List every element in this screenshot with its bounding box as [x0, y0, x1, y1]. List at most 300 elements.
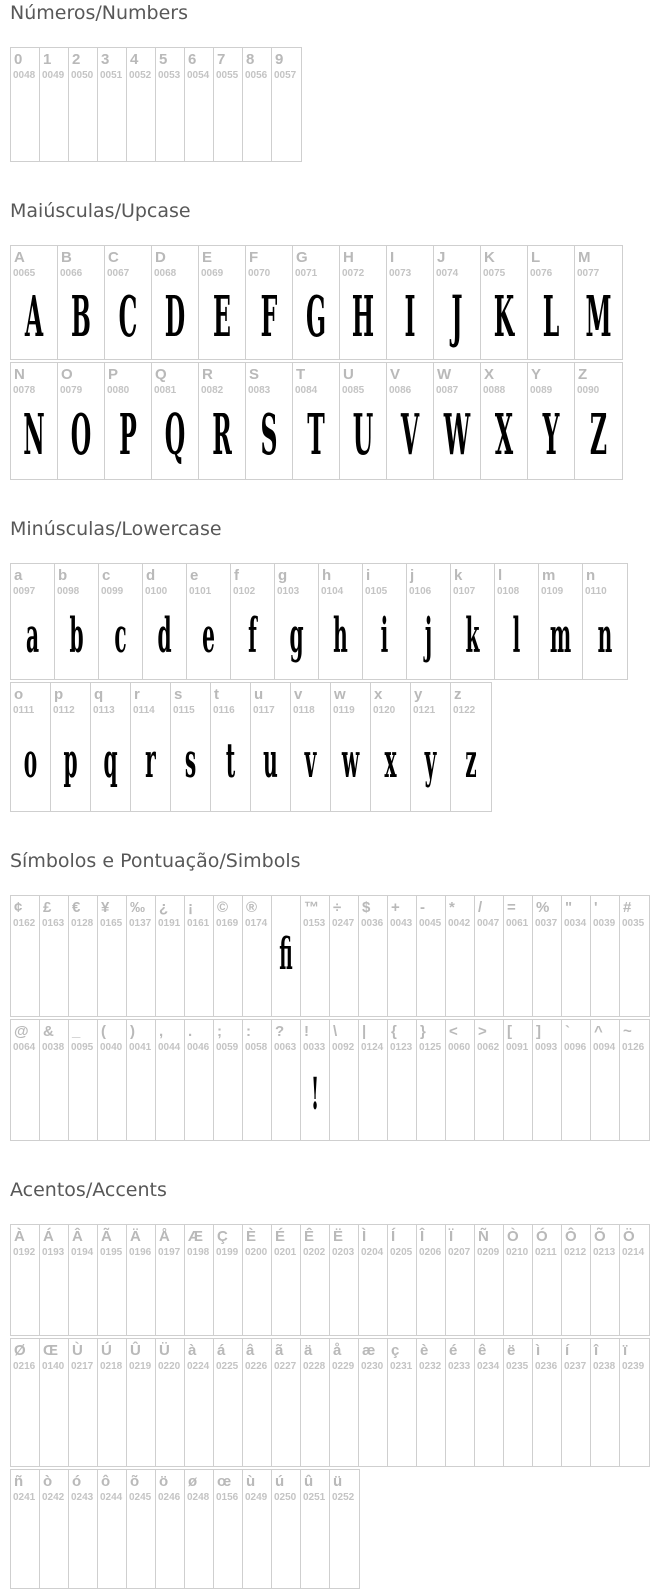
cell-glyph: [48, 1054, 60, 1140]
cell-char-label: Ù: [72, 1342, 83, 1359]
cell-glyph: w: [341, 733, 360, 789]
cell-unicode-code: 0110: [585, 586, 607, 597]
cell-char-label: G: [296, 249, 308, 266]
cell-char-label: ù: [246, 1473, 256, 1490]
cell-unicode-code: 0051: [100, 70, 123, 81]
cell-glyph: r: [145, 733, 156, 789]
cell-glyph: [309, 1259, 321, 1335]
cell-unicode-code: 0209: [477, 1247, 500, 1258]
char-cell: [156, 1470, 185, 1588]
section-numbers: [10, 2, 661, 162]
cell-unicode-code: 0053: [158, 70, 181, 81]
cell-glyph: [251, 1054, 263, 1140]
char-cell: [363, 564, 407, 679]
cell-char-label: æ: [362, 1342, 376, 1359]
cell-char-label: ï: [623, 1342, 628, 1359]
cell-glyph: [367, 1054, 379, 1140]
cell-unicode-code: 0092: [332, 1042, 355, 1053]
char-cell: [495, 564, 539, 679]
char-cell: [98, 48, 127, 161]
cell-char-label: 3: [101, 51, 110, 68]
section-accents: [10, 1179, 661, 1589]
glyph-row: [10, 1224, 650, 1336]
char-cell: [243, 1225, 272, 1335]
cell-glyph: [164, 1259, 176, 1335]
char-cell: [171, 683, 211, 811]
cell-unicode-code: 0072: [342, 268, 365, 279]
cell-char-label: Ä: [130, 1228, 141, 1245]
char-cell: [185, 48, 214, 161]
char-cell: [231, 564, 275, 679]
char-cell: [105, 246, 152, 359]
cell-glyph: [48, 930, 60, 1016]
char-cell: [91, 683, 131, 811]
cell-unicode-code: 0038: [42, 1042, 65, 1053]
char-cell: [475, 1339, 504, 1466]
cell-unicode-code: 0079: [60, 385, 83, 396]
char-cell: [98, 1470, 127, 1588]
cell-glyph: [106, 1259, 118, 1335]
cell-char-label: -: [420, 899, 425, 916]
cell-unicode-code: 0058: [245, 1042, 268, 1053]
char-cell: [417, 896, 446, 1016]
cell-char-label: ø: [188, 1473, 198, 1490]
cell-char-label: ‰: [130, 899, 145, 916]
cell-char-label: ¢: [14, 899, 23, 916]
char-cell: [475, 1020, 504, 1140]
cell-glyph: h: [333, 607, 348, 664]
cell-char-label: $: [362, 899, 371, 916]
char-cell: [359, 1339, 388, 1466]
cell-glyph: B: [71, 283, 91, 350]
cell-char-label: *: [449, 899, 455, 916]
glyph-row: [10, 682, 492, 812]
cell-char-label: =: [507, 899, 516, 916]
cell-char-label: 2: [72, 51, 81, 68]
cell-unicode-code: 0192: [13, 1247, 36, 1258]
cell-unicode-code: 0124: [361, 1042, 384, 1053]
char-cell: [11, 1470, 40, 1588]
cell-unicode-code: 0043: [390, 918, 413, 929]
char-cell: [127, 1020, 156, 1140]
cell-char-label: >: [478, 1023, 487, 1040]
cell-glyph: [280, 1504, 292, 1588]
cell-unicode-code: 0162: [13, 918, 36, 929]
cell-char-label: X: [484, 366, 495, 383]
cell-glyph: H: [351, 283, 375, 350]
cell-glyph: [512, 1054, 524, 1140]
cell-glyph: [338, 1373, 350, 1466]
char-cell: [301, 896, 330, 1016]
cell-char-label: ¥: [101, 899, 110, 916]
cell-glyph: v: [304, 733, 317, 789]
cell-char-label: P: [108, 366, 119, 383]
char-cell: [272, 1020, 301, 1140]
cell-glyph: [164, 1054, 176, 1140]
char-cell: [214, 1020, 243, 1140]
char-cell: [185, 1225, 214, 1335]
cell-unicode-code: 0046: [187, 1042, 210, 1053]
section-upcase: [10, 200, 661, 480]
cell-char-label: _: [72, 1023, 81, 1040]
char-cell: [446, 1339, 475, 1466]
cell-unicode-code: 0207: [448, 1247, 471, 1258]
char-cell: [211, 683, 251, 811]
cell-glyph: [77, 930, 89, 1016]
char-cell: [539, 564, 583, 679]
glyph-row: [10, 1469, 360, 1589]
char-cell: [533, 1225, 562, 1335]
cell-char-label: ™: [304, 899, 319, 916]
cell-char-label: Ó: [536, 1228, 548, 1245]
char-cell: [301, 1470, 330, 1588]
cell-unicode-code: 0121: [413, 705, 436, 716]
cell-unicode-code: 0065: [13, 268, 36, 279]
cell-char-label: H: [343, 249, 354, 266]
cell-unicode-code: 0212: [564, 1247, 587, 1258]
cell-char-label: E: [202, 249, 213, 266]
section-title: Maiúsculas/Upcase: [10, 200, 191, 222]
cell-char-label: @: [14, 1023, 29, 1040]
cell-unicode-code: 0218: [100, 1361, 123, 1372]
cell-unicode-code: 0034: [564, 918, 587, 929]
cell-unicode-code: 0230: [361, 1361, 384, 1372]
cell-glyph: [570, 1373, 582, 1466]
char-cell: [446, 896, 475, 1016]
cell-unicode-code: 0113: [93, 705, 115, 716]
char-cell: [11, 1225, 40, 1335]
cell-char-label: `: [565, 1023, 570, 1040]
cell-glyph: [599, 1373, 611, 1466]
cell-unicode-code: 0080: [107, 385, 130, 396]
glyph-row: [10, 47, 302, 162]
cell-char-label: }: [420, 1023, 426, 1040]
char-cell: [583, 564, 627, 679]
cell-char-label: f: [234, 567, 239, 584]
char-cell: [293, 363, 340, 479]
char-cell: [575, 246, 622, 359]
cell-unicode-code: 0216: [13, 1361, 36, 1372]
char-cell: [246, 246, 293, 359]
cell-unicode-code: 0195: [100, 1247, 123, 1258]
cell-unicode-code: 0244: [100, 1492, 123, 1503]
char-cell: [243, 1470, 272, 1588]
cell-unicode-code: 0200: [245, 1247, 268, 1258]
cell-glyph: g: [289, 607, 304, 664]
cell-char-label: Z: [578, 366, 588, 383]
cell-glyph: [106, 1504, 118, 1588]
cell-unicode-code: 0161: [187, 918, 210, 929]
char-cell: [272, 1470, 301, 1588]
cell-char-label: ;: [217, 1023, 222, 1040]
cell-glyph: [454, 1259, 466, 1335]
cell-char-label: ©: [217, 899, 229, 916]
cell-char-label: R: [202, 366, 213, 383]
cell-char-label: â: [246, 1342, 255, 1359]
cell-unicode-code: 0060: [448, 1042, 471, 1053]
cell-glyph: [19, 1504, 31, 1588]
cell-unicode-code: 0052: [129, 70, 152, 81]
cell-char-label: ): [130, 1023, 135, 1040]
char-cell: [407, 564, 451, 679]
cell-glyph: [367, 930, 379, 1016]
char-cell: [434, 363, 481, 479]
cell-char-label: K: [484, 249, 495, 266]
char-cell: [272, 896, 301, 1016]
cell-char-label: Ã: [101, 1228, 112, 1245]
char-cell: [504, 1020, 533, 1140]
char-cell: [293, 246, 340, 359]
cell-char-label: Ï: [449, 1228, 454, 1245]
cell-char-label: /: [478, 899, 483, 916]
cell-char-label: m: [542, 567, 556, 584]
cell-unicode-code: 0225: [216, 1361, 239, 1372]
cell-glyph: [454, 1373, 466, 1466]
cell-glyph: j: [424, 607, 433, 664]
cell-char-label: Y: [531, 366, 542, 383]
cell-unicode-code: 0074: [436, 268, 459, 279]
cell-char-label: Á: [43, 1228, 54, 1245]
cell-glyph: [77, 82, 89, 161]
cell-glyph: [106, 1054, 118, 1140]
char-cell: [40, 48, 69, 161]
cell-char-label: w: [334, 686, 346, 703]
char-cell: [533, 1020, 562, 1140]
cell-char-label: L: [531, 249, 541, 266]
char-cell: [371, 683, 411, 811]
char-cell: [330, 1225, 359, 1335]
char-cell: [359, 896, 388, 1016]
char-cell: [451, 683, 491, 811]
cell-char-label: J: [437, 249, 446, 266]
cell-unicode-code: 0116: [213, 705, 235, 716]
cell-glyph: [599, 1259, 611, 1335]
cell-unicode-code: 0104: [321, 586, 344, 597]
cell-glyph: [280, 82, 292, 161]
cell-unicode-code: 0243: [71, 1492, 94, 1503]
cell-glyph: E: [213, 283, 231, 350]
cell-unicode-code: 0100: [145, 586, 168, 597]
cell-glyph: !: [310, 1068, 320, 1120]
char-cell: [533, 1339, 562, 1466]
char-cell: [340, 246, 387, 359]
cell-glyph: l: [512, 607, 521, 664]
cell-char-label: a: [14, 567, 23, 584]
cell-glyph: [193, 82, 205, 161]
cell-unicode-code: 0077: [577, 268, 600, 279]
cell-glyph: n: [597, 607, 613, 664]
cell-unicode-code: 0082: [201, 385, 224, 396]
char-cell: [251, 683, 291, 811]
cell-glyph: [512, 930, 524, 1016]
cell-unicode-code: 0069: [201, 268, 224, 279]
char-cell: [199, 246, 246, 359]
char-cell: [417, 1339, 446, 1466]
cell-glyph: [454, 1054, 466, 1140]
cell-unicode-code: 0233: [448, 1361, 471, 1372]
cell-glyph: y: [424, 733, 437, 789]
cell-glyph: i: [380, 607, 389, 664]
cell-char-label: k: [454, 567, 463, 584]
char-cell: [359, 1020, 388, 1140]
cell-glyph: p: [63, 733, 78, 789]
cell-glyph: [425, 1373, 437, 1466]
cell-char-label: á: [217, 1342, 226, 1359]
char-cell: [185, 1339, 214, 1466]
cell-glyph: m: [549, 607, 572, 664]
cell-glyph: [135, 82, 147, 161]
cell-unicode-code: 0118: [293, 705, 315, 716]
cell-unicode-code: 0057: [274, 70, 297, 81]
cell-unicode-code: 0050: [71, 70, 94, 81]
cell-char-label: V: [390, 366, 401, 383]
cell-unicode-code: 0224: [187, 1361, 210, 1372]
char-cell: [301, 1225, 330, 1335]
cell-glyph: F: [260, 283, 278, 350]
cell-glyph: [19, 1259, 31, 1335]
cell-glyph: [599, 930, 611, 1016]
char-cell: [69, 1339, 98, 1466]
char-cell: [185, 1020, 214, 1140]
cell-unicode-code: 0211: [535, 1247, 557, 1258]
cell-char-label: v: [294, 686, 303, 703]
cell-unicode-code: 0084: [295, 385, 318, 396]
char-cell: [475, 896, 504, 1016]
cell-glyph: [280, 1259, 292, 1335]
char-cell: [359, 1225, 388, 1335]
cell-char-label: Û: [130, 1342, 141, 1359]
cell-char-label: ~: [623, 1023, 632, 1040]
cell-glyph: [164, 930, 176, 1016]
cell-char-label: ®: [246, 899, 258, 916]
cell-glyph: [222, 82, 234, 161]
cell-unicode-code: 0249: [245, 1492, 268, 1503]
cell-glyph: S: [260, 402, 278, 468]
cell-glyph: [280, 1373, 292, 1466]
cell-glyph: [338, 1504, 350, 1588]
cell-glyph: K: [493, 283, 515, 350]
cell-char-label: .: [188, 1023, 193, 1040]
char-cell: [301, 1339, 330, 1466]
cell-unicode-code: 0108: [497, 586, 520, 597]
char-cell: [243, 48, 272, 161]
section-symbols: [10, 850, 661, 1141]
cell-char-label: D: [155, 249, 166, 266]
cell-unicode-code: 0169: [216, 918, 239, 929]
char-cell: [591, 896, 620, 1016]
cell-unicode-code: 0112: [53, 705, 75, 716]
char-cell: [55, 564, 99, 679]
cell-unicode-code: 0037: [535, 918, 558, 929]
cell-char-label: ä: [304, 1342, 313, 1359]
cell-char-label: 6: [188, 51, 197, 68]
cell-glyph: a: [25, 607, 40, 664]
cell-unicode-code: 0062: [477, 1042, 500, 1053]
cell-glyph: u: [263, 733, 278, 789]
cell-unicode-code: 0101: [189, 586, 212, 597]
char-cell: [620, 896, 649, 1016]
cell-char-label: :: [246, 1023, 251, 1040]
cell-glyph: [396, 1054, 408, 1140]
cell-unicode-code: 0248: [187, 1492, 210, 1503]
cell-glyph: [222, 1259, 234, 1335]
char-cell: [51, 683, 91, 811]
cell-char-label: F: [249, 249, 259, 266]
cell-char-label: +: [391, 899, 400, 916]
cell-char-label: l: [498, 567, 503, 584]
cell-glyph: P: [119, 402, 137, 468]
cell-unicode-code: 0234: [477, 1361, 500, 1372]
char-cell: [40, 1339, 69, 1466]
char-cell: [11, 683, 51, 811]
cell-unicode-code: 0096: [564, 1042, 587, 1053]
cell-unicode-code: 0229: [332, 1361, 355, 1372]
cell-char-label: Ç: [217, 1228, 228, 1245]
cell-unicode-code: 0098: [57, 586, 80, 597]
cell-char-label: Ê: [304, 1228, 315, 1245]
char-cell: [475, 1225, 504, 1335]
cell-char-label: Ü: [159, 1342, 170, 1359]
char-cell: [272, 1339, 301, 1466]
cell-unicode-code: 0226: [245, 1361, 268, 1372]
cell-char-label: ': [594, 899, 598, 916]
cell-unicode-code: 0085: [342, 385, 365, 396]
char-cell: [69, 1225, 98, 1335]
cell-unicode-code: 0061: [506, 918, 529, 929]
cell-unicode-code: 0045: [419, 918, 442, 929]
cell-unicode-code: 0107: [453, 586, 476, 597]
cell-char-label: È: [246, 1228, 257, 1245]
char-cell: [40, 1470, 69, 1588]
char-cell: [504, 1225, 533, 1335]
cell-char-label: S: [249, 366, 260, 383]
cell-glyph: [628, 1259, 640, 1335]
cell-unicode-code: 0174: [245, 918, 268, 929]
cell-unicode-code: 0081: [154, 385, 177, 396]
cell-unicode-code: 0251: [303, 1492, 326, 1503]
cell-glyph: [541, 1259, 553, 1335]
cell-char-label: ,: [159, 1023, 164, 1040]
cell-char-label: <: [449, 1023, 458, 1040]
char-cell: [156, 48, 185, 161]
char-cell: [330, 1470, 359, 1588]
cell-glyph: [106, 82, 118, 161]
cell-glyph: [48, 82, 60, 161]
cell-glyph: [77, 1373, 89, 1466]
cell-char-label: ì: [536, 1342, 541, 1359]
cell-unicode-code: 0205: [390, 1247, 413, 1258]
char-cell: [620, 1225, 649, 1335]
cell-unicode-code: 0252: [332, 1492, 355, 1503]
cell-char-label: Ñ: [478, 1228, 489, 1245]
cell-char-label: &: [43, 1023, 54, 1040]
cell-glyph: [483, 1373, 495, 1466]
cell-unicode-code: 0126: [622, 1042, 645, 1053]
cell-glyph: [193, 1504, 205, 1588]
cell-unicode-code: 0078: [13, 385, 36, 396]
cell-unicode-code: 0091: [506, 1042, 529, 1053]
cell-glyph: [483, 1054, 495, 1140]
char-cell: [319, 564, 363, 679]
cell-char-label: £: [43, 899, 52, 916]
cell-glyph: [309, 1373, 321, 1466]
char-cell: [446, 1020, 475, 1140]
char-cell: [40, 1020, 69, 1140]
glyph-row: [10, 1019, 650, 1141]
char-cell: [301, 1020, 330, 1140]
char-cell: [272, 48, 301, 161]
cell-glyph: [599, 1054, 611, 1140]
